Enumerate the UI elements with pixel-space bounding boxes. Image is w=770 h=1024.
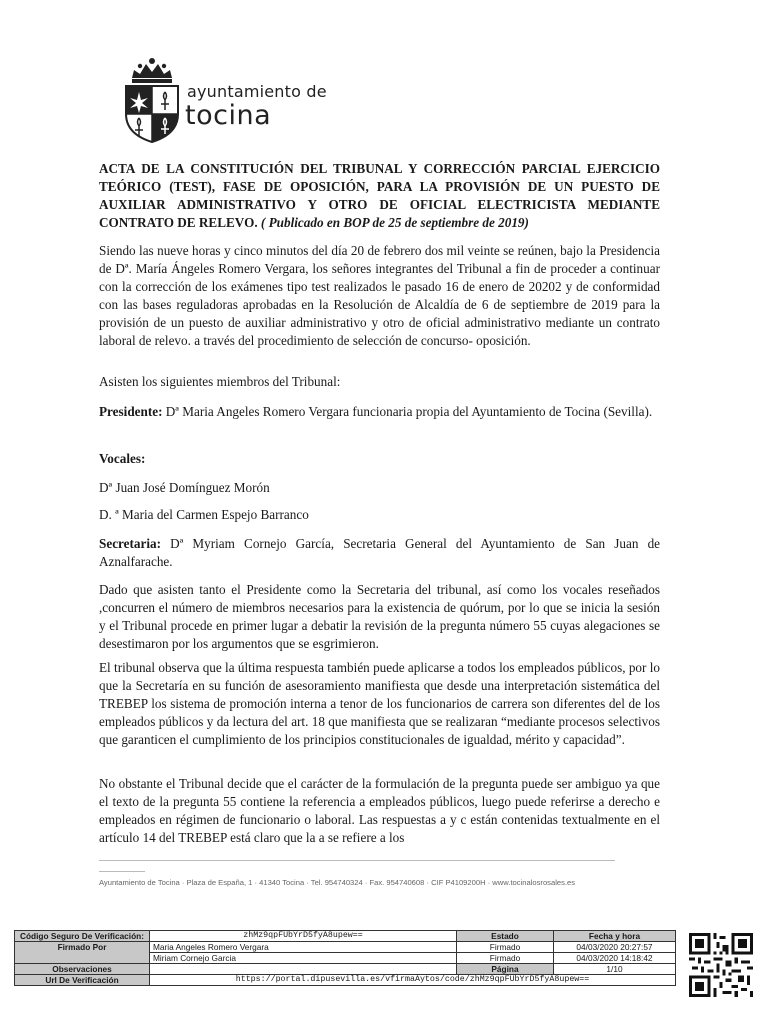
logo-text-line2: tocina (185, 100, 272, 131)
table-row (15, 975, 676, 986)
signer-2-date: 04/03/2020 14:18:42 (554, 953, 676, 964)
csv-value: zhMz9qpFUbYrD5fyA8upew== (150, 931, 457, 942)
signer-2-status: Firmado (457, 953, 554, 964)
paragraph-secretary (99, 535, 660, 571)
paragraph-attendance: Asisten los siguientes miembros del Tribunal: (99, 374, 341, 389)
url-label: Url De Verificación (15, 975, 150, 986)
secretary-text: Dª Myriam Cornejo García, Secretaria General del Ayuntamiento de San Juan de Aznalfarache. (99, 536, 661, 569)
csv-label: Código Seguro De Verificación: (15, 931, 150, 942)
footer-divider-short (99, 871, 145, 872)
footer-address: Ayuntamiento de Tocina · Plaza de España, 1 · 41340 Tocina · Tel. 954740324 · Fax. 954740608 · CIF P4109200H · www.tocinalosrosales.es (99, 878, 576, 887)
signer-1-date: 04/03/2020 20:27:57 (554, 942, 676, 953)
title-publication: ( Publicado en BOP de 25 de septiembre de 2019) (260, 215, 529, 230)
estado-header: Estado (457, 931, 554, 942)
fecha-header: Fecha y hora (554, 931, 676, 942)
table-row (15, 931, 676, 942)
president-text: Dª Maria Angeles Romero Vergara funcionaria propia del Ayuntamiento de Tocina (Sevilla). (165, 404, 653, 419)
signer-2-name: Miriam Cornejo Garcia (150, 953, 457, 964)
observaciones-label: Observaciones (15, 964, 150, 975)
paragraph-observation: El tribunal observa que la última respuesta también puede aplicarse a todos los empleados públicos, por lo que la Secretaría en su función de asesoramiento manifiesta que desde una interpretación sistemática del TREBEP los sistema de promoción interna a tenor de los funcionarios de carrera son diferentes del de los empleados públicos y da lectura del art. 18 que manifiesta que se realizaran “mediante procesos selectivos que garanticen el cumplimiento de los principios constitucionales de igualdad, mérito y capacidad”. (99, 660, 660, 747)
observaciones-value (150, 964, 457, 975)
pagina-value: 1/10 (554, 964, 676, 975)
logo-text-line1: ayuntamiento de (187, 82, 327, 101)
footer-divider (99, 860, 615, 861)
table-row (15, 964, 676, 975)
paragraph-president (99, 403, 660, 421)
president-label: Presidente: (99, 404, 163, 419)
document-title (99, 160, 660, 232)
signer-1-name: Maria Angeles Romero Vergara (150, 942, 457, 953)
vocales-heading (99, 450, 660, 468)
coat-of-arms-icon (122, 56, 182, 144)
secretary-label: Secretaria: (99, 536, 161, 551)
pagina-label: Página (457, 964, 554, 975)
paragraph-opening: Siendo las nueve horas y cinco minutos del día 20 de febrero dos mil veinte se reúnen, bajo la Presidencia de Dª. María Ángeles Romero Vergara, los señores integrantes del Tribunal a fin de proceder a continuar con la corrección de los exámenes tipo test realizados le pasado 16 de enero de 20202 y de conformidad con las bases reguladoras aprobadas en la Resolución de Alcaldía de 6 de septiembre de 2019 para la provisión de un puesto de auxiliar administrativo y otro de oficial administrativo mediante un contrato laboral de relevo. a través del procedimiento de selección de concurso- oposición. (99, 243, 660, 348)
title-main: ACTA DE LA CONSTITUCIÓN DEL TRIBUNAL Y CORRECCIÓN PARCIAL EJERCICIO TEÓRICO (TEST), FASE DE OPOSICIÓN, PARA LA PROVISIÓN DE UN PUESTO DE AUXILIAR ADMINISTRATIVO Y OTRO DE OFICIAL ELECTRICISTA MEDIANTE CONTRATO DE RELEVO. (99, 161, 660, 230)
vocal-2: D. ª Maria del Carmen Espejo Barranco (99, 507, 309, 522)
firmado-por-label: Firmado Por (15, 942, 150, 964)
signature-verification-table (14, 930, 676, 986)
paragraph-decision: No obstante el Tribunal decide que el carácter de la formulación de la pregunta puede ser ambiguo ya que el texto de la pregunta 55 contiene la referencia a empleados públicos, luego puede referirse a derecho e empleados en régimen de funcionario o laboral. Las respuestas a y c están contenidas textualmente en el artículo 14 del TREBEP está claro que la a se refiere a los (99, 776, 660, 845)
vocal-1: Dª Juan José Domínguez Morón (99, 480, 270, 495)
signer-1-status: Firmado (457, 942, 554, 953)
table-row (15, 942, 676, 953)
municipal-logo (122, 56, 352, 146)
vocales-label: Vocales: (99, 451, 146, 466)
qr-code-icon[interactable] (689, 933, 753, 997)
verification-url-link[interactable]: https://portal.dipusevilla.es/vfirmaAytos/code/zhMz9qpFUbYrD5fyA8upew== (150, 975, 676, 986)
paragraph-quorum: Dado que asisten tanto el Presidente como la Secretaria del tribunal, así como los vocales reseñados ,concurren el número de miembros necesarios para la existencia de quórum, por lo que se inicia la sesión y el Tribunal procede en primer lugar a debatir la revisión de la pregunta número 55 cuyas alegaciones se desestimaron por los argumentos que se esgrimieron. (99, 582, 660, 651)
